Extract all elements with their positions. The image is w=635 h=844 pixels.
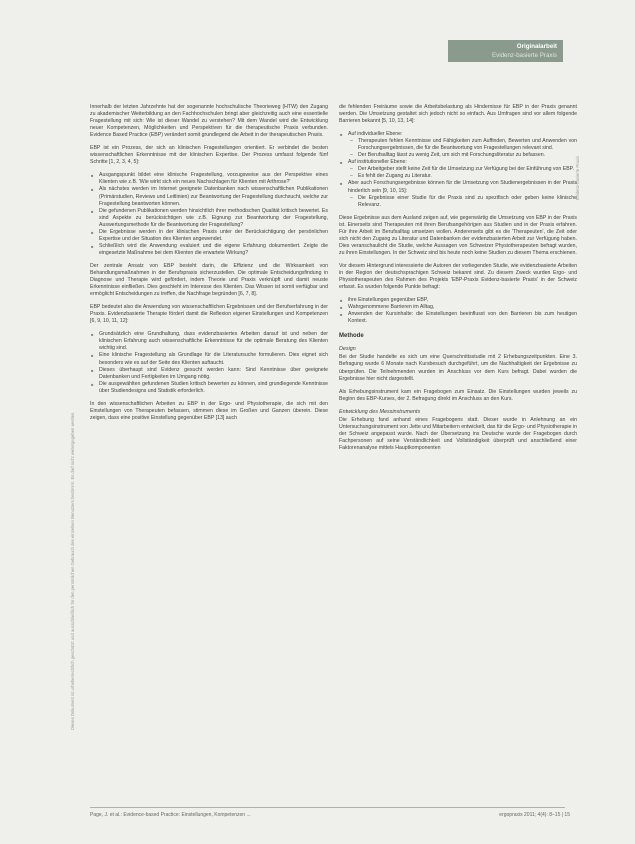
list-item: [348, 159, 577, 180]
list-item: ■ Grundsätzlich eine Grundhaltung, dass evidenzbasiertes Arbeiten darauf ist und neben der klinischen Erfahrung auch wissenschaftliche Erkenntnisse für die optimale Beratung des Klienten wichtig sind.: [99, 331, 328, 352]
sub-list-item: – Der Berufsalltag lässt zu wenig Zeit, um sich mit Forschungsliteratur zu befassen.: [358, 152, 577, 159]
paragraph: EBP ist ein Prozess, der sich an klinischen Fragestellungen orientiert. Er verbindet die besten wissenschaftlichen Erkenntnisse mit der klinischen Expertise. Der Prozess umfasst folgende fünf Schritte [1, 2, 3, 4, 5]:: [90, 145, 328, 166]
right-column: [339, 104, 577, 458]
list-item-head: Auf institutioneller Ebene:: [348, 159, 407, 166]
section-tag-title: Originalarbeit: [516, 43, 557, 50]
sub-list-item: – Es fehlt der Zugang zu Literatur.: [358, 173, 577, 180]
list-item: ■ Die Ergebnisse werden in der klinischen Praxis unter der Berücksichtigung der persönlichen Expertise und der Situation des Klienten angewendet.: [99, 229, 328, 243]
list-item: ■ Schließlich wird die Anwendung evaluiert und die eigene Erfahrung dokumentiert. Zeigte die eingesetzte Maßnahme bei dem Klienten die erwartete Wirkung?: [99, 243, 328, 257]
list-item: ■ Eine klinische Fragestellung als Grundlage für die Literatursuche formulieren. Dies eignet sich besonders wie es auf der Seite des Klienten auftaucht.: [99, 352, 328, 366]
list-item: [348, 131, 577, 159]
list-item: ■ Ausgangspunkt bildet eine klinische Fragestellung, vorzugsweise aus der Perspektive eines Klienten wie z.B. 'Wie wirkt sich ein neues Nachschlagen für Klienten mit Arthrose?': [99, 172, 328, 186]
competences-list: [90, 331, 328, 394]
list-item: ■ Anwenden der Kursinhalte: die Einstellungen beeinflusst von den Barrieren bis zum heutigen Kontext.: [348, 311, 577, 325]
section-heading-method: Methode: [339, 333, 364, 340]
paragraph: Bei der Studie handelte es sich um eine Querschnittsstudie mit 2 Erhebungszeitpunkten. Eine 3. Befragung wurde 6 Monate nach Kursbesuch durchgeführt, um die Nachhaltigkeit der Ergebnisse zu überprüfen. Die Teilnehmenden wurden im Anschluss vor dem Kurs befragt. Dabei wurden die Ergebnisse hier nicht dargestellt.: [339, 354, 577, 382]
list-item: ■ Die ausgewählten gefundenen Studien kritisch bewerten zu können, sind grundlegende Kenntnisse über Studiendesigns und Statistik erforderlich.: [99, 381, 328, 395]
list-item-head: Auf individueller Ebene:: [348, 131, 403, 138]
paragraph: In den wissenschaftlichen Arbeiten zu EBP in der Ergo- und Physiotherapie, die sich mit den Einstellungen von Therapeuten befassen, stimmen diese im Großen und Ganzen überein. Diese zeigen, dass eine positive Einstellung gegenüber EBP [13] auch: [90, 400, 328, 421]
section-tag: [448, 40, 563, 62]
sub-list-item: – Therapeuten fehlen Kenntnisse und Fähigkeiten zum Auffinden, Bewerten und Anwenden von Forschungsergebnissen, die für die Beantwortung von Fragestellungen relevant sind.: [358, 138, 577, 152]
list-item: ■ Wahrgenommene Barrieren im Alltag,: [348, 304, 577, 311]
footer-divider: [90, 807, 565, 808]
survey-topics-list: [339, 297, 577, 325]
subheading-instrument: Entwicklung des Messinstruments: [339, 408, 421, 415]
sub-list-item: – Der Arbeitgeber stellt keine Zeit für die Umsetzung zur Verfügung bei der Einführung von EBP.: [358, 166, 577, 173]
paragraph: Innerhalb der letzten Jahrzehnte hat der sogenannte hochschulische Theorieweg (HTW) den Zugang zu akademischer Weiterbildung an den Fachhochschulen bringt aber gleichzeitig auch eine essentielle Fragestellung mit sich: Wie ist dieser Wandel zu verstehen? Mit dem Wandel wird die Entwicklung neuer Kompetenzen, Möglichkeiten und Perspektiven für die therapeutische Praxis verbunden. Evidence Based Practice (EBP) verändert somit grundlegend die Arbeit in der therapeutischen Praxis.: [90, 104, 328, 139]
side-note-right-text: Evidenz-basierte Praxis: [575, 156, 580, 200]
list-item: ■ ihre Einstellungen gegenüber EBP,: [348, 297, 577, 304]
sub-list: [348, 138, 577, 159]
footer-citation: Page, J. et al.: Evidence-based Practice: Einstellungen, Kompetenzen ...: [90, 812, 251, 818]
paragraph: EBP bedeutet also die Anwendung von wissenschaftlichen Ergebnissen und der Berufserfahrung in der Praxis. Evidenzbasierte Therapie fördert damit die Reflexion eigener Einstellungen und Kompetenzen [6, 9, 10, 11, 12]:: [90, 304, 328, 325]
left-column: [90, 104, 328, 428]
list-item-head: Aber auch Forschungsergebnisse können für die Umsetzung von Studienergebnissen in der Praxis hinderlich sein [9, 10, 15]:: [348, 180, 577, 194]
sub-list: [348, 166, 577, 180]
list-item: ■ Als nächstes werden im Internet geeignete Datenbanken nach wissenschaftlichen Publikationen (Primärstudien, Reviews und Leitlinien) zur Beantwortung der Fragestellung durchsucht, welche zur Fragestellung beantworten können.: [99, 186, 328, 207]
subheading-design: Design: [339, 346, 356, 353]
sub-list: [348, 195, 577, 209]
sub-list-item: – Die Ergebnisse einer Studie für die Praxis sind zu spezifisch oder geben keine klinische Relevanz.: [358, 195, 577, 209]
list-item: ■ Dieses überhaupt sind Evidenz gesucht werden kann: Sind Kenntnisse über geeignete Datenbanken und Fertigkeiten im Umgang nötig.: [99, 367, 328, 381]
paragraph: Die Erhebung fand anhand eines Fragebogens statt. Dieser wurde in Anlehnung an ein Untersuchungsinstrument von Jette und Mitarbeitern entwickelt, das für die Ergo- und Physiotherapie in der Schweiz angepasst wurde. Nach der Übersetzung ins Deutsche wurde der Fragebogen durch Fachpersonen auf seine Verständlichkeit und Vollständigkeit überprüft und anschließend einer Faktorenanalyse mittels Hauptkomponenten: [339, 416, 577, 451]
footer-page-info: ergopraxis 2011; 4(4): 8–15 | 15: [499, 812, 570, 818]
list-item: [348, 180, 577, 208]
paragraph: Als Erhebungsinstrument kam ein Fragebogen zum Einsatz. Die Einstellungen wurden jeweils zu Beginn des EBP-Kurses, der 2. Befragung direkt im Anschluss an den Kurs.: [339, 388, 577, 402]
list-item: ■ Die gefundenen Publikationen werden hinsichtlich ihrer methodischen Qualität kritisch bewertet. Es sind Aspekte zu berücksichtigen wie z.B. Eignung zur Beantwortung der Fragestellung, Auswertungsmethode für die Beantwortung der Fragestellung?: [99, 208, 328, 229]
barriers-list: [339, 131, 577, 209]
paragraph: Vor diesem Hintergrund interessierte die Autoren der vorliegenden Studie, wie evidenzbasierte Arbeiten in der Region der deutschsprachigen Schweiz bekannt sind. Zu diesem Zweck wurden Ergo- und Physiotherapeuten des Rahmen des Projekts 'EBP-Praxis Evidenz-basierte Praxis' in der Schweiz erfasst. Es wurden folgende Punkte befragt:: [339, 262, 577, 291]
paragraph: Diese Ergebnisse aus dem Ausland zeigen auf, wie gegenwärtig die Umsetzung von EBP in der Praxis ist. Einerseits sind Therapeuten mit ihren Berufsangehörigen aus Studien und in der Praxis erfahren. Für ihre Arbeit im Berufsalltag umsetzen wollen. Andererseits gibt es die 'Therapeuten', die Zeit oder sich nicht den Zugang zu Literatur und Datenbanken der evidenzbasierten Arbeit zur Verfügung haben. Dies veranschaulicht die Studie, welche Aussagen von Schweizer Physiotherapeuten befragt wurden, zu ihren Einstellungen. In der Schweiz sind bis heute noch keine Studien zu diesem Thema erschienen.: [339, 214, 577, 256]
paragraph: die fehlenden Freiräume sowie die Arbeitsbelastung als Hindernisse für EBP in der Praxis genannt werden. Die Umsetzung gestaltet sich jedoch nicht so einfach. Aus Umfragen sind vor allem folgende Barrieren bekannt [5, 10, 13, 14]:: [339, 104, 577, 125]
side-copyright-note: [70, 90, 78, 730]
section-tag-subtitle: Evidenz-basierte Praxis: [492, 52, 557, 59]
paragraph: Der zentrale Ansatz von EBP besteht darin, die Effizienz und die Wirksamkeit von Behandlungsmaßnahmen in der Berufspraxis sicherzustellen. Die optimale Entscheidungsfindung in Diagnose und Therapie wird gefördert, indem Theorie und Praxis verknüpft und damit neuste Erkenntnisse einfließen. Dies geschieht im Interesse des Klienten. Das Wissen ist somit verfügbar und ermöglicht Entscheidungen zu treffen, die Nachfrage begründen [6, 7, 8].: [90, 262, 328, 298]
ebp-steps-list: [90, 172, 328, 257]
side-copyright-text: Dieses Dokument ist urheberrechtlich geschützt und ausschließlich für den persönlichen Gebrauch des einzelnen Benutzers bestimmt. Es darf nicht weitergegeben werden.: [70, 411, 75, 730]
